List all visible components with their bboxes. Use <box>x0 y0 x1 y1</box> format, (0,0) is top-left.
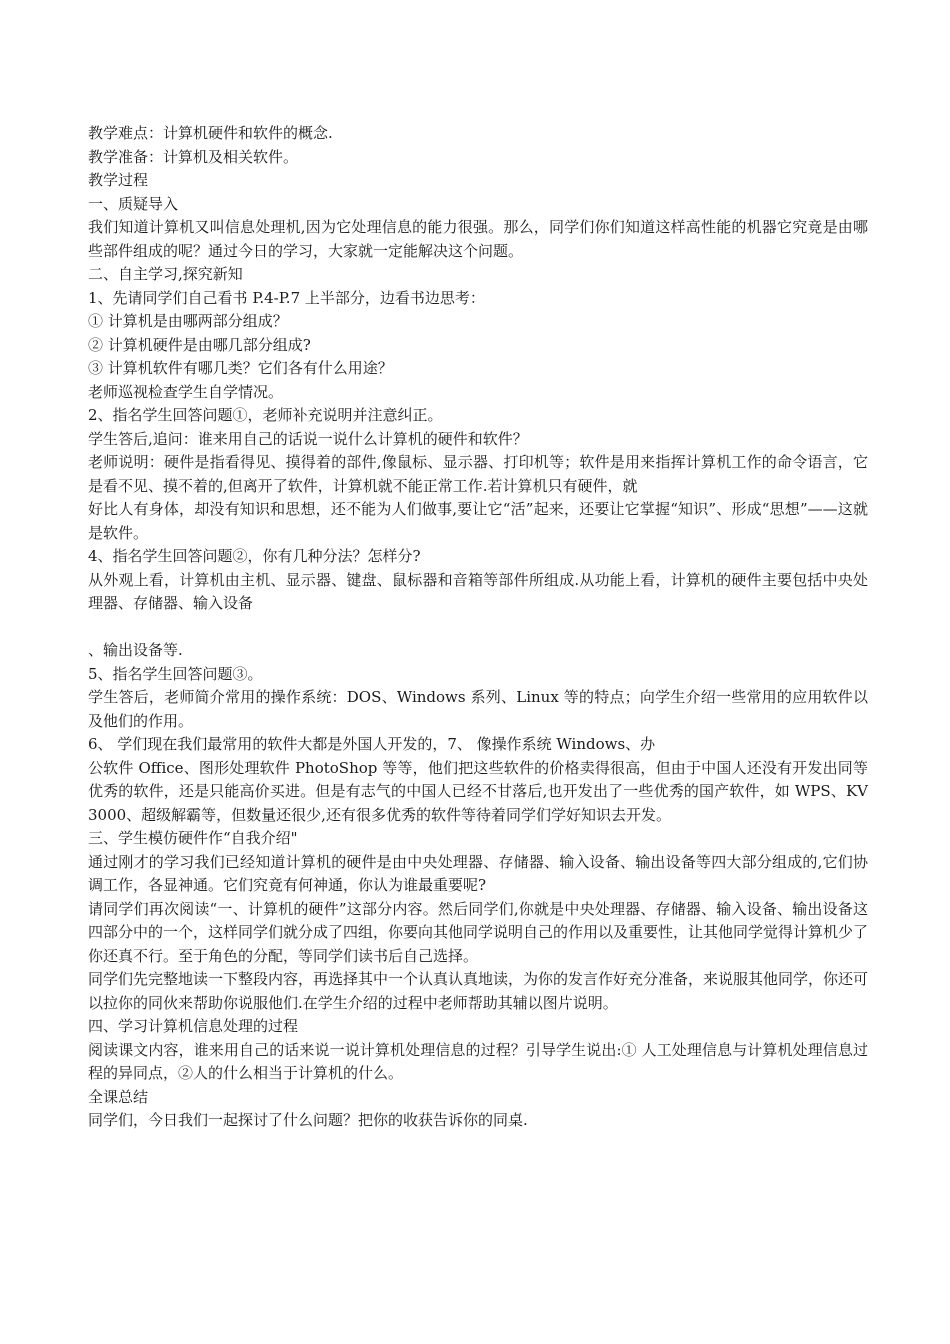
paragraph: 6、 学们现在我们最常用的软件大都是外国人开发的，7、 像操作系统 Windows、办 <box>88 735 656 753</box>
paragraph: 5、指名学生回答问题③。 <box>88 664 263 683</box>
paragraph: 通过刚才的学习我们已经知道计算机的硬件是由中央处理器、存储器、输入设备、输出设备等四大部分组成的,它们协调工作，各显神通。它们究竟有何神通，你认为谁最重要呢? <box>88 852 868 894</box>
paragraph: 老师说明：硬件是指看得见、摸得着的部件,像鼠标、显示器、打印机等；软件是用来指挥计算机工作的命令语言，它是看不见、摸不着的,但离开了软件，计算机就不能正常工作.若计算机只有硬件，就 <box>88 453 868 495</box>
paragraph: 同学们，今日我们一起探讨了什么问题？把你的收获告诉你的同桌. <box>88 1111 528 1129</box>
paragraph: 教学难点：计算机硬件和软件的概念. <box>88 124 333 142</box>
paragraph: 阅读课文内容，谁来用自己的话来说一说计算机处理信息的过程？引导学生说出:① 人工处理信息与计算机处理信息过程的异同点，②人的什么相当于计算机的什么。 <box>88 1040 868 1082</box>
paragraph: 、输出设备等. <box>88 641 183 659</box>
section-heading: 二、自主学习,探究新知 <box>88 265 243 283</box>
question-item: ① 计算机是由哪两部分组成？ <box>88 312 288 330</box>
section-heading: 三、学生模仿硬件作“自我介绍" <box>88 829 298 847</box>
paragraph: 好比人有身体，却没有知识和思想，还不能为人们做事,要让它“活”起来，还要让它掌握“知识”、形成“思想”——这就是软件。 <box>88 500 868 542</box>
paragraph: 我们知道计算机又叫信息处理机,因为它处理信息的能力很强。那么，同学们你们知道这样高性能的机器它究竟是由哪些部件组成的呢？通过今日的学习，大家就一定能解决这个问题。 <box>88 218 868 260</box>
paragraph: 2、指名学生回答问题①，老师补充说明并注意纠正。 <box>88 406 443 424</box>
paragraph: 从外观上看，计算机由主机、显示器、键盘、鼠标器和音箱等部件所组成.从功能上看，计算机的硬件主要包括中央处理器、存储器、输入设备 <box>88 570 868 612</box>
paragraph: 教学准备：计算机及相关软件。 <box>88 147 299 166</box>
section-heading: 一、质疑导入 <box>88 194 179 213</box>
section-heading: 四、学习计算机信息处理的过程 <box>88 1017 299 1035</box>
paragraph: 请同学们再次阅读“一、计算机的硬件”这部分内容。然后同学们,你就是中央处理器、存储器、输入设备、输出设备这四部分中的一个，这样同学们就分成了四组，你要向其他同学说明自己的作用以及重要性，让其他同学觉得计算机少了你还真不行。至于角色的分配，等同学们读书后自己选择。 <box>88 899 869 965</box>
section-heading: 教学过程 <box>88 171 149 189</box>
paragraph: 1、先请同学们自己看书 P.4-P.7 上半部分，边看书边思考： <box>88 288 485 307</box>
paragraph: 老师巡视检查学生自学情况。 <box>88 382 284 401</box>
blank-line <box>88 616 868 640</box>
paragraph: 4、指名学生回答问题②，你有几种分法？怎样分? <box>88 547 421 565</box>
paragraph: 公软件 Office、图形处理软件 PhotoShop 等等，他们把这些软件的价格卖得很高，但由于中国人还没有开发出同等优秀的软件，还是只能高价买进。但是有志气的中国人已经不甘落后,也开发出了一些优秀的国产软件，如 WPS、KV3000、超级解霸等，但数量还很少,还有很多优秀的软件等待着同学们学好知识去开发。 <box>88 758 868 824</box>
document-body <box>88 122 868 1133</box>
paragraph: 同学们先完整地读一下整段内容，再选择其中一个认真认真地读，为你的发言作好充分准备，来说服其他同学，你还可以拉你的同伙来帮助你说服他们.在学生介绍的过程中老师帮助其辅以图片说明。 <box>88 970 869 1012</box>
question-item: ③ 计算机软件有哪几类？它们各有什么用途？ <box>88 359 393 377</box>
paragraph: 学生答后，老师简介常用的操作系统：DOS、Windows 系列、Linux 等的特点；向学生介绍一些常用的应用软件以及他们的作用。 <box>88 688 868 730</box>
paragraph: 学生答后,追问：谁来用自己的话说一说什么计算机的硬件和软件？ <box>88 429 528 448</box>
section-heading: 全课总结 <box>88 1087 149 1106</box>
question-item: ② 计算机硬件是由哪几部分组成? <box>88 335 311 354</box>
